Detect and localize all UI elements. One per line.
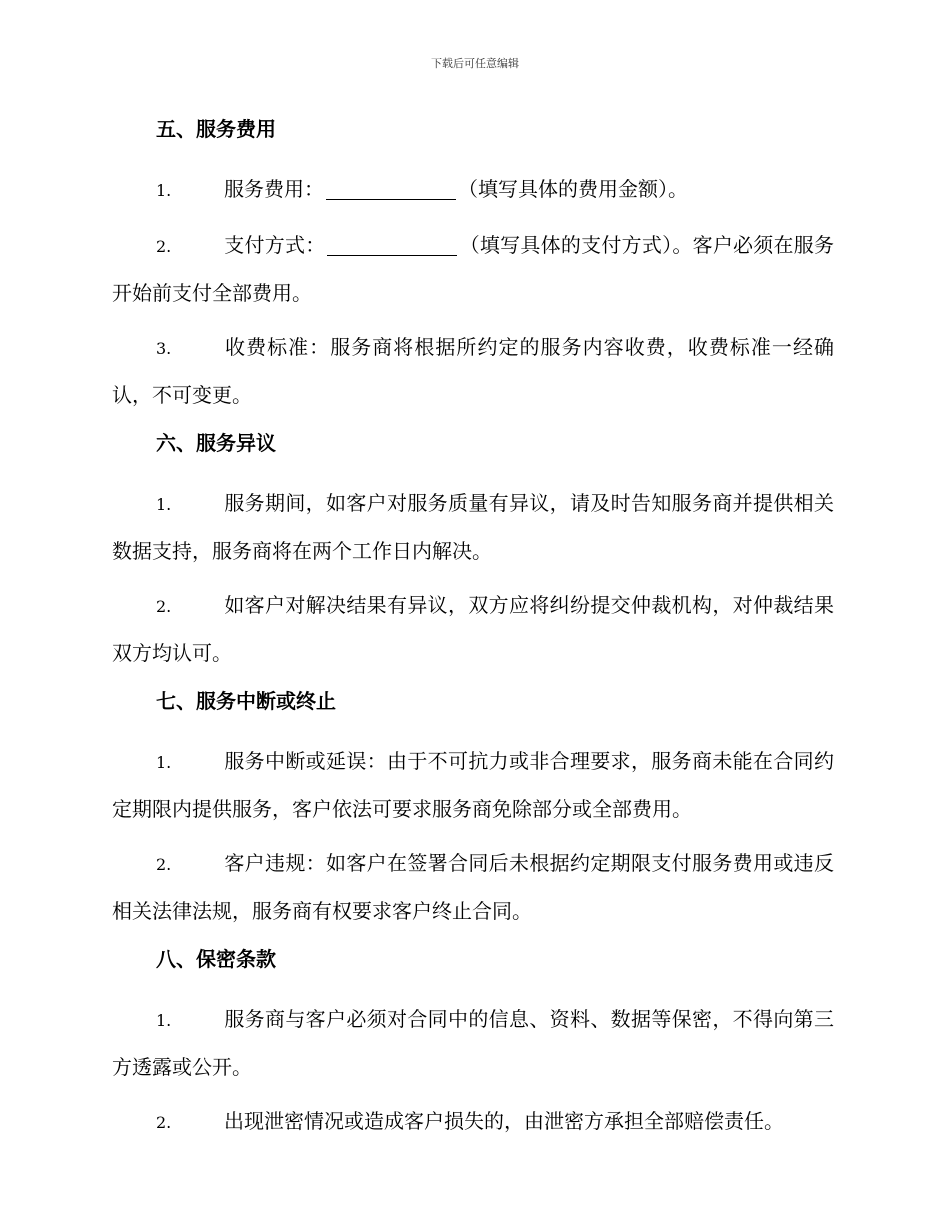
clause-text: 服务中断或延误：由于不可抗力或非合理要求，服务商未能在合同约定期限内提供服务，客户依法可要求服务商免除部分或全部费用。 — [112, 749, 834, 821]
clause-number: 2. — [156, 1113, 172, 1132]
clause-number: 2. — [156, 597, 172, 616]
clause-number: 2. — [156, 237, 172, 256]
clause-text: 服务期间，如客户对服务质量有异议，请及时告知服务商并提供相关数据支持，服务商将在两个工作日内解决。 — [112, 491, 834, 563]
clause-leak-liability — [112, 1098, 834, 1146]
section-heading-interruption: 七、服务中断或终止 — [156, 689, 336, 713]
clause-text: 服务商与客户必须对合同中的信息、资料、数据等保密，不得向第三方透露或公开。 — [112, 1007, 834, 1079]
clause-arbitration — [112, 582, 834, 676]
section-heading-confidentiality: 八、保密条款 — [156, 947, 276, 971]
section-heading-disputes: 六、服务异议 — [156, 431, 276, 455]
clause-payment-method — [112, 222, 834, 316]
section-heading-fees: 五、服务费用 — [156, 117, 276, 141]
clause-confidentiality — [112, 996, 834, 1090]
clause-label: 支付方式： — [224, 233, 326, 257]
clause-service-delay — [112, 738, 834, 832]
clause-fee-amount — [112, 166, 834, 214]
clause-text: 如客户对解决结果有异议，双方应将纠纷提交仲裁机构，对仲裁结果双方均认可。 — [112, 593, 834, 665]
clause-quality-objection — [112, 480, 834, 574]
clause-number: 1. — [156, 1011, 172, 1030]
clause-number: 1. — [156, 181, 172, 200]
clause-text: 出现泄密情况或造成客户损失的，由泄密方承担全部赔偿责任。 — [224, 1109, 784, 1133]
fill-in-blank — [326, 177, 456, 200]
document-body — [112, 112, 834, 1154]
clause-number: 1. — [156, 495, 172, 514]
clause-number: 1. — [156, 753, 172, 772]
clause-number: 2. — [156, 855, 172, 874]
clause-text: （填写具体的支付方式）。客户必须在服务开始前支付全部费用。 — [112, 233, 835, 305]
clause-number: 3. — [156, 339, 172, 358]
clause-text: 收费标准：服务商将根据所约定的服务内容收费，收费标准一经确认，不可变更。 — [112, 335, 834, 407]
clause-fee-standard — [112, 324, 834, 418]
clause-text: （填写具体的费用金额）。 — [458, 177, 688, 201]
clause-label: 服务费用： — [224, 177, 324, 201]
fill-in-blank — [327, 233, 457, 256]
page-header: 下载后可任意编辑 — [431, 57, 519, 70]
clause-client-violation — [112, 840, 834, 934]
clause-text: 客户违规：如客户在签署合同后未根据约定期限支付服务费用或违反相关法律法规，服务商有权要求客户终止合同。 — [112, 851, 834, 923]
